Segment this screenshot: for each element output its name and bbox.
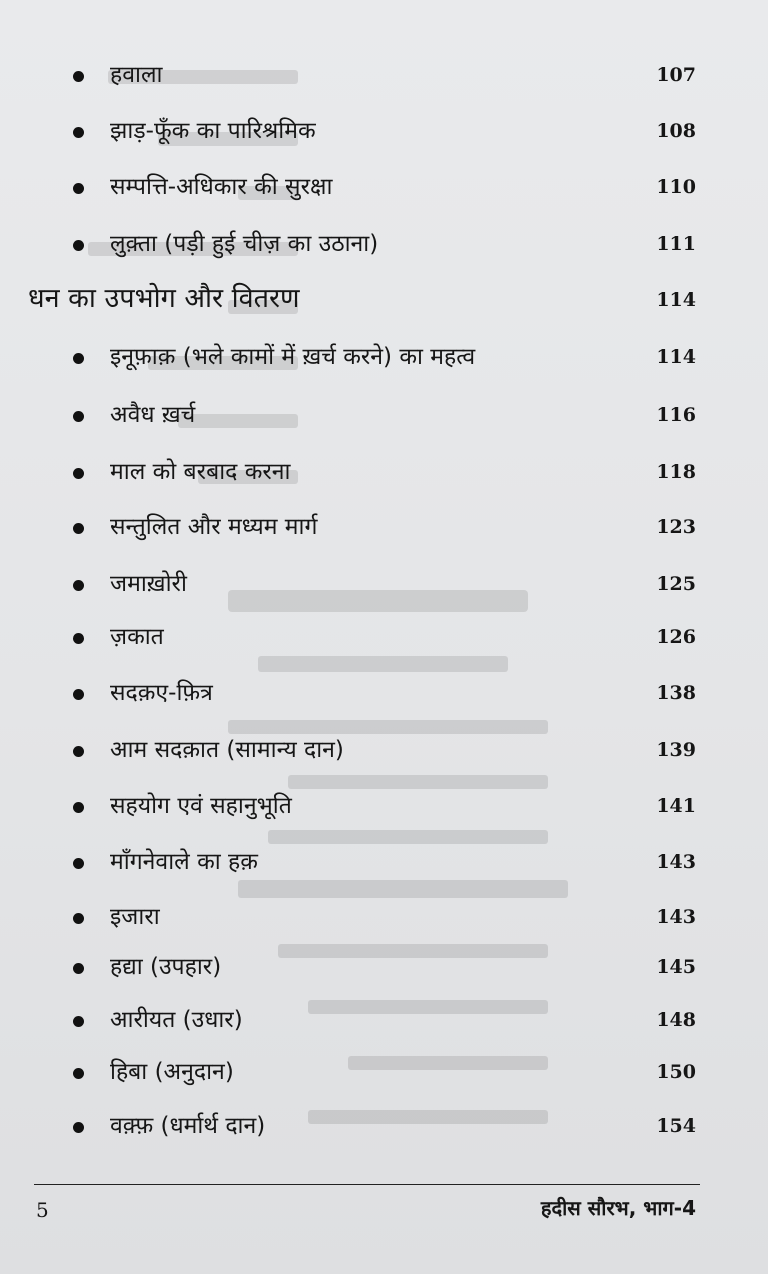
toc-section-heading (0, 280, 768, 320)
footer-page-number: 5 (36, 1198, 49, 1222)
entry-title: सदक़ए-फ़ित्र (110, 680, 213, 706)
entry-title: सन्तुलित और मध्यम मार्ग (110, 514, 318, 540)
entry-page-number: 143 (656, 851, 696, 873)
toc-entry (0, 786, 768, 826)
entry-page-number: 150 (656, 1061, 696, 1083)
entry-title: हद्या (उपहार) (110, 954, 222, 980)
entry-title: वक़्फ़ (धर्मार्थ दान) (110, 1113, 266, 1139)
bullet-icon (73, 1122, 84, 1133)
toc-entry (0, 673, 768, 713)
toc-entry (0, 395, 768, 435)
toc-entry (0, 337, 768, 377)
entry-title: जमाख़ोरी (110, 571, 187, 597)
toc-entry (0, 167, 768, 207)
bullet-icon (73, 689, 84, 700)
toc-entry (0, 730, 768, 770)
entry-page-number: 118 (656, 461, 696, 483)
toc-entry (0, 617, 768, 657)
bullet-icon (73, 71, 84, 82)
entry-title: आम सदक़ात (सामान्य दान) (110, 737, 344, 763)
entry-page-number: 125 (656, 573, 696, 595)
entry-title: सम्पत्ति-अधिकार की सुरक्षा (110, 174, 333, 200)
bullet-icon (73, 913, 84, 924)
entry-page-number: 141 (656, 795, 696, 817)
entry-page-number: 123 (656, 516, 696, 538)
entry-page-number: 107 (656, 64, 696, 86)
bullet-icon (73, 127, 84, 138)
toc-entry (0, 564, 768, 604)
toc-entry (0, 224, 768, 264)
bullet-icon (73, 523, 84, 534)
footer-divider (34, 1184, 700, 1185)
bullet-icon (73, 580, 84, 591)
bullet-icon (73, 353, 84, 364)
toc-entry (0, 507, 768, 547)
toc-entry (0, 897, 768, 937)
entry-page-number: 126 (656, 626, 696, 648)
entry-page-number: 139 (656, 739, 696, 761)
entry-page-number: 143 (656, 906, 696, 928)
bullet-icon (73, 1016, 84, 1027)
entry-page-number: 111 (656, 233, 696, 255)
bullet-icon (73, 240, 84, 251)
entry-page-number: 108 (656, 120, 696, 142)
bullet-icon (73, 411, 84, 422)
bullet-icon (73, 468, 84, 479)
entry-page-number: 116 (656, 404, 696, 426)
bullet-icon (73, 802, 84, 813)
bullet-icon (73, 746, 84, 757)
entry-title: इजारा (110, 904, 160, 930)
toc-entry (0, 1106, 768, 1146)
entry-title: इनूफ़ाक़ (भले कामों में ख़र्च करने) का महत्व (110, 344, 476, 370)
entry-title: हवाला (110, 62, 163, 88)
bullet-icon (73, 963, 84, 974)
toc-entry (0, 1000, 768, 1040)
entry-page-number: 114 (656, 289, 696, 311)
entry-title: सहयोग एवं सहानुभूति (110, 793, 292, 819)
bullet-icon (73, 858, 84, 869)
entry-title: माँगनेवाले का हक़ (110, 849, 258, 875)
section-title: धन का उपभोग और वितरण (28, 283, 300, 314)
entry-page-number: 110 (656, 176, 696, 198)
toc-entry (0, 1052, 768, 1092)
entry-title: अवैध ख़र्च (110, 402, 196, 428)
entry-title: हिबा (अनुदान) (110, 1059, 234, 1085)
bullet-icon (73, 633, 84, 644)
entry-title: आरीयत (उधार) (110, 1007, 243, 1033)
bullet-icon (73, 183, 84, 194)
toc-entry (0, 947, 768, 987)
bullet-icon (73, 1068, 84, 1079)
entry-page-number: 114 (656, 346, 696, 368)
entry-page-number: 138 (656, 682, 696, 704)
footer-book-title: हदीस सौरभ, भाग-4 (540, 1196, 696, 1220)
toc-entry (0, 111, 768, 151)
entry-title: ज़कात (110, 624, 164, 650)
entry-page-number: 154 (656, 1115, 696, 1137)
entry-page-number: 145 (656, 956, 696, 978)
entry-title: लुक़्ता (पड़ी हुई चीज़ का उठाना) (110, 231, 379, 257)
entry-title: माल को बरबाद करना (110, 459, 291, 485)
entry-page-number: 148 (656, 1009, 696, 1031)
toc-entry (0, 452, 768, 492)
toc-entry (0, 55, 768, 95)
toc-entry (0, 842, 768, 882)
entry-title: झाड़-फूँक का पारिश्रमिक (110, 118, 316, 144)
